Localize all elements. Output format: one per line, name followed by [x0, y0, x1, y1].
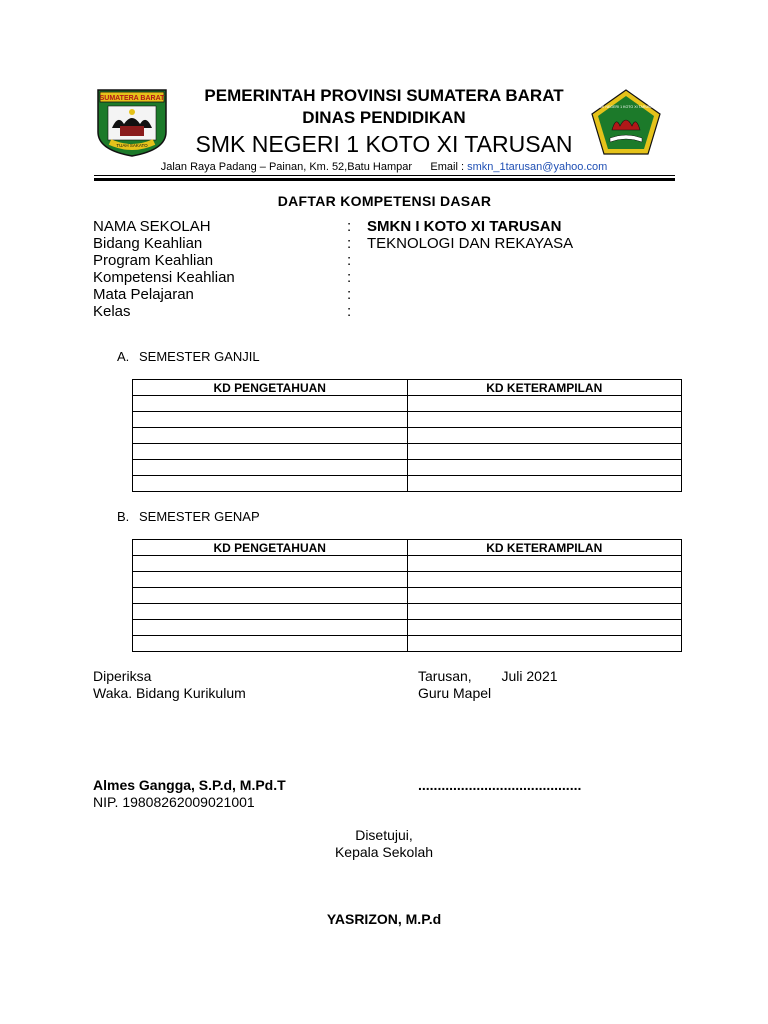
table-cell[interactable]: [133, 636, 408, 652]
identity-label: Bidang Keahlian: [93, 235, 203, 252]
identity-value: SMKN I KOTO XI TARUSAN: [367, 218, 562, 235]
signature-left-role: Waka. Bidang Kurikulum: [93, 685, 246, 701]
svg-text:SMK NEGERI 1 KOTO XI TARUSAN: SMK NEGERI 1 KOTO XI TARUSAN: [596, 105, 656, 109]
table-row: [133, 476, 682, 492]
column-header-pengetahuan: KD PENGETAHUAN: [133, 380, 408, 396]
signer-right-name: ..........................................: [418, 777, 582, 793]
table-cell[interactable]: [133, 396, 408, 412]
identity-colon: :: [347, 235, 352, 252]
table-row: [133, 428, 682, 444]
table-cell[interactable]: [133, 620, 408, 636]
table-cell[interactable]: [133, 460, 408, 476]
signature-date: Juli 2021: [501, 668, 558, 684]
table-header-row: [133, 540, 682, 556]
signer-left-name: Almes Gangga, S.P.d, M.Pd.T: [93, 777, 286, 793]
section-title: SEMESTER GENAP: [139, 509, 260, 524]
table-cell[interactable]: [407, 620, 682, 636]
identity-label: Mata Pelajaran: [93, 286, 194, 303]
identity-row: [93, 303, 667, 320]
table-cell[interactable]: [407, 556, 682, 572]
kd-table-genap: [132, 539, 682, 652]
table-row: [133, 588, 682, 604]
table-cell[interactable]: [133, 476, 408, 492]
table-row: [133, 460, 682, 476]
header-school-name: SMK NEGERI 1 KOTO XI TARUSAN: [195, 131, 573, 157]
table-cell[interactable]: [407, 412, 682, 428]
approval-heading: Disetujui,: [355, 827, 413, 843]
table-row: [133, 396, 682, 412]
identity-row: [93, 269, 667, 286]
table-row: [133, 620, 682, 636]
header-rule-thick: [94, 178, 675, 181]
address-text: Jalan Raya Padang – Painan, Km. 52,Batu Hampar: [160, 161, 413, 173]
table-cell[interactable]: [407, 396, 682, 412]
approval-block: [284, 827, 484, 861]
table-cell[interactable]: [407, 428, 682, 444]
section-b-heading: [117, 509, 260, 524]
table-row: [133, 572, 682, 588]
table-cell[interactable]: [133, 604, 408, 620]
signer-left-nip: NIP. 19808262009021001: [93, 794, 255, 810]
header-address-line: [94, 160, 674, 174]
identity-row: [93, 235, 667, 252]
section-marker: B.: [117, 509, 130, 524]
signature-right-role: Guru Mapel: [418, 685, 492, 701]
header-government: PEMERINTAH PROVINSI SUMATERA BARAT: [204, 86, 564, 105]
table-cell[interactable]: [407, 588, 682, 604]
identity-label: Kompetensi Keahlian: [93, 269, 235, 286]
identity-row: [93, 252, 667, 269]
document-title: DAFTAR KOMPETENSI DASAR: [277, 193, 492, 209]
table-cell[interactable]: [407, 476, 682, 492]
kd-table-ganjil: [132, 379, 682, 492]
header-rule-thin: [94, 175, 675, 176]
table-row: [133, 412, 682, 428]
identity-colon: :: [347, 269, 352, 286]
signature-place-date: [418, 668, 558, 685]
table-row: [133, 604, 682, 620]
table-cell[interactable]: [133, 428, 408, 444]
column-header-keterampilan: KD KETERAMPILAN: [407, 540, 682, 556]
signature-left-heading: Diperiksa: [93, 668, 152, 684]
email-label: Email :: [430, 161, 465, 173]
svg-text:TUAH SAKATO: TUAH SAKATO: [116, 143, 148, 148]
section-a-heading: [117, 349, 260, 364]
identity-colon: :: [347, 252, 352, 269]
table-cell[interactable]: [133, 556, 408, 572]
principal-name: YASRIZON, M.P.d: [326, 911, 442, 927]
identity-label: Program Keahlian: [93, 252, 214, 269]
identity-label: NAMA SEKOLAH: [93, 218, 211, 235]
header-department: DINAS PENDIDIKAN: [302, 108, 466, 127]
identity-colon: :: [347, 218, 352, 235]
email-link[interactable]: smkn_1tarusan@yahoo.com: [467, 161, 608, 173]
signature-right-block: [418, 668, 558, 702]
section-marker: A.: [117, 349, 130, 364]
table-cell[interactable]: [133, 412, 408, 428]
identity-row: [93, 218, 667, 235]
table-cell[interactable]: [133, 444, 408, 460]
column-header-pengetahuan: KD PENGETAHUAN: [133, 540, 408, 556]
table-cell[interactable]: [133, 588, 408, 604]
column-header-keterampilan: KD KETERAMPILAN: [407, 380, 682, 396]
table-cell[interactable]: [407, 636, 682, 652]
table-cell[interactable]: [407, 604, 682, 620]
identity-value: [367, 286, 667, 303]
table-cell[interactable]: [407, 444, 682, 460]
identity-value: TEKNOLOGI DAN REKAYASA: [367, 235, 574, 252]
identity-block: [93, 218, 667, 320]
table-row: [133, 556, 682, 572]
identity-colon: :: [347, 286, 352, 303]
section-title: SEMESTER GANJIL: [139, 349, 260, 364]
svg-text:SUMATERA BARAT: SUMATERA BARAT: [99, 95, 165, 102]
identity-value: [367, 303, 667, 320]
identity-value: [367, 269, 667, 286]
table-row: [133, 444, 682, 460]
signature-left-block: [93, 668, 246, 702]
table-cell[interactable]: [407, 572, 682, 588]
table-cell[interactable]: [133, 572, 408, 588]
table-header-row: [133, 380, 682, 396]
identity-value: [367, 252, 667, 269]
signature-place: Tarusan,: [418, 668, 472, 684]
identity-colon: :: [347, 303, 352, 320]
approval-role: Kepala Sekolah: [334, 844, 434, 860]
identity-row: [93, 286, 667, 303]
table-row: [133, 636, 682, 652]
table-cell[interactable]: [407, 460, 682, 476]
identity-label: Kelas: [93, 303, 131, 320]
